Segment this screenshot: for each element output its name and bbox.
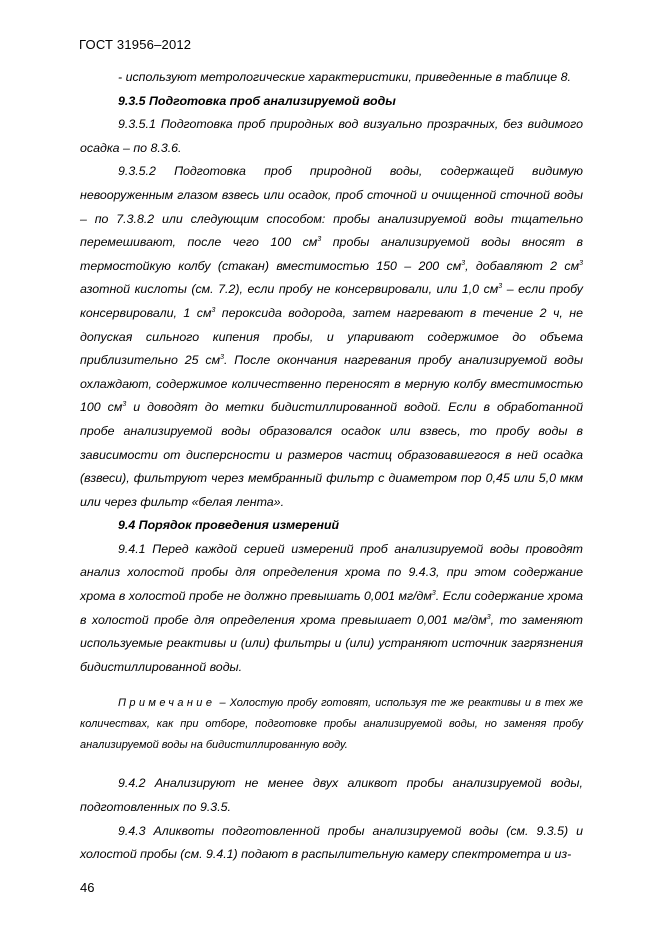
document-header: ГОСТ 31956–2012 — [79, 37, 192, 52]
section-heading-9-4: 9.4 Порядок проведения измерений — [118, 518, 340, 533]
note-text: – Холостую пробу готовят, используя те же реактивы и в тех же количествах, как при отборе, подготовке пробы анализируемой воды, но заменяя пробу анализируемой воды на бидистиллированную воду. — [80, 697, 583, 752]
note-label: Примечание — [118, 697, 216, 710]
page-body — [80, 66, 583, 867]
paragraph-9-4-1: 9.4.1 Перед каждой серией измерений проб анализируемой воды проводят анализ холостой пробы для определения хрома по 9.4.3, при этом содержание хрома в холостой пробе не должно превышать 0,001 $мг/дм^3$. Если содержание хрома в холостой пробе для определения хрома превышает 0,001 $мг/дм^3$, то заменяют используемые реактивы и (или) фильтры и (или) устраняют источник загрязнения бидистиллированной воды. — [80, 541, 583, 674]
paragraph-metrology: - используют метрологические характеристики, приведенные в таблице 8. — [118, 70, 571, 84]
paragraph-9-4-3: 9.4.3 Аликвоты подготовленной пробы анализируемой воды (см. 9.3.5) и холостой пробы (см. 9.4.1) подают в распылительную камеру спектрометра и из- — [80, 823, 583, 862]
paragraph-9-3-5-2: 9.3.5.2 Подготовка проб природной воды, содержащей видимую невооруженным глазом взвесь или осадок, проб сточной и очищенной сточной воды – по 7.3.8.2 или следующим способом: пробы анализируемой воды тщательно перемешивают, после чего 100 $см^3$ пробы анализируемой воды вносят в термостойкую колбу (стакан) вместимостью 150 – 200 $см^3$, добавляют 2 $см^3$ азотной кислоты (см. 7.2), если пробу не консервировали, или 1,0 $см^3$ – если пробу консервировали, 1 $см^3$ пероксида водорода, затем нагревают в течение 2 ч, не допуская сильного кипения пробы, и упаривают содержимое до объема приблизительно 25 $см^3$. После окончания нагревания пробу анализируемой воды охлаждают, содержимое количественно переносят в мерную колбу вместимостью 100 $см^3$ и доводят до метки бидистиллированной водой. Если в обработанной пробе анализируемой воды образовался осадок или взвесь, то пробу воды в зависимости от дисперсности и размеров частиц образовавшегося в ней осадка (взвеси), фильтруют через мембранный фильтр с диаметром пор 0,45 или 5,0 мкм или через фильтр «белая лента». — [80, 164, 583, 509]
paragraph-9-4-2: 9.4.2 Анализируют не менее двух аликвот пробы анализируемой воды, подготовленных по 9.3.5. — [80, 776, 583, 815]
page-number: 46 — [80, 880, 95, 895]
note-paragraph — [80, 693, 583, 756]
paragraph-9-3-5-1: 9.3.5.1 Подготовка проб природных вод визуально прозрачных, без видимого осадка – по 8.3.6. — [80, 117, 583, 155]
section-heading-9-3-5: 9.3.5 Подготовка проб анализируемой воды — [118, 93, 396, 108]
